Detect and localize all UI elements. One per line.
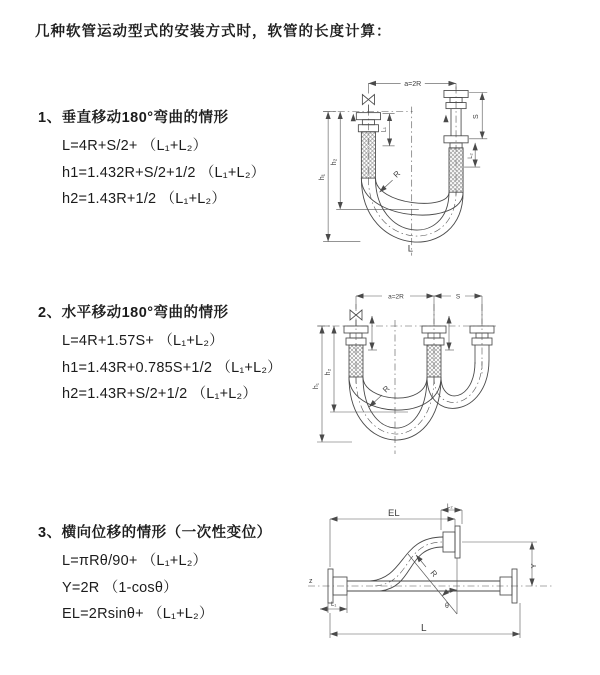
section-heading: 1、垂直移动180°弯曲的情形 bbox=[38, 110, 229, 126]
label-theta: θ bbox=[445, 603, 449, 610]
diagram-lateral-displacement bbox=[300, 498, 600, 650]
formula-line: EL=2Rsinθ+ （L₁+L₂） bbox=[62, 606, 214, 622]
dimension-l2 bbox=[464, 143, 480, 167]
label-s: S bbox=[455, 293, 461, 301]
section-vertical-180 bbox=[38, 106, 265, 213]
label-s: S bbox=[473, 114, 481, 120]
label-r: R bbox=[391, 169, 403, 180]
formula-line: h1=1.432R+S/2+1/2 （L₁+L₂） bbox=[62, 164, 266, 181]
dimension-s bbox=[434, 294, 482, 325]
label-r: R bbox=[381, 383, 392, 395]
dimension-h2 bbox=[325, 326, 408, 412]
formula-line: L=4R+1.57S+ （L₁+L₂） bbox=[62, 333, 224, 349]
u-bend-deep bbox=[349, 320, 441, 454]
formula-line: h1=1.43R+0.785S+1/2 （L₁+L₂） bbox=[62, 359, 282, 376]
left-pipe-assembly bbox=[351, 109, 381, 182]
motion-arrow bbox=[443, 115, 448, 123]
formula-list bbox=[38, 328, 282, 408]
diagram-vertical-180 bbox=[310, 68, 592, 260]
top-flange bbox=[443, 526, 460, 558]
dimension-l1 bbox=[382, 114, 395, 146]
radius-callout bbox=[416, 555, 439, 579]
dimension-l1 bbox=[320, 595, 347, 613]
dimension-a2r bbox=[356, 294, 434, 325]
label-h2: h₂ bbox=[331, 158, 339, 166]
formula-line: Y=2R （1-cosθ） bbox=[62, 579, 178, 596]
label-l1: L₁ bbox=[381, 127, 388, 133]
section-lateral-displacement bbox=[38, 521, 272, 628]
formula-list bbox=[38, 133, 265, 213]
diagram-horizontal-180 bbox=[310, 283, 595, 465]
right-pipe-assembly bbox=[443, 86, 468, 195]
angle-theta bbox=[408, 554, 457, 614]
section-heading: 2、水平移动180°弯曲的情形 bbox=[38, 305, 229, 321]
label-h2: h₂ bbox=[325, 368, 332, 376]
diagram-3-svg bbox=[300, 498, 600, 650]
label-l2: L₂ bbox=[447, 504, 453, 510]
motion-arrow bbox=[351, 114, 356, 122]
label-h1: h₁ bbox=[313, 382, 320, 390]
label-el: EL bbox=[388, 508, 400, 519]
label-l2: L₂ bbox=[468, 153, 475, 159]
label-z: z bbox=[309, 578, 313, 585]
formula-line: h2=1.43R+S/2+1/2 （L₁+L₂） bbox=[62, 386, 258, 402]
radius-callout bbox=[379, 169, 402, 192]
dimension-a2r bbox=[368, 81, 456, 94]
dimension-s bbox=[469, 92, 487, 138]
formula-line: L=πRθ/90+ （L₁+L₂） bbox=[62, 553, 208, 569]
formula-list bbox=[38, 548, 272, 628]
label-a2r: a=2R bbox=[404, 80, 422, 88]
label-y: Y bbox=[529, 563, 538, 569]
label-h1: h₁ bbox=[319, 173, 327, 181]
dimension-h1 bbox=[319, 112, 360, 242]
label-l1: L₁ bbox=[331, 602, 337, 608]
section-heading: 3、横向位移的情形（一次性变位） bbox=[38, 525, 272, 541]
curved-hose bbox=[370, 537, 443, 591]
label-l: L bbox=[407, 243, 414, 255]
label-l: L bbox=[421, 623, 427, 634]
diagram-2-svg bbox=[310, 283, 595, 465]
dimension-l bbox=[330, 603, 520, 638]
formula-line: L=4R+S/2+ （L₁+L₂） bbox=[62, 138, 208, 154]
formula-line: h2=1.43R+1/2 （L₁+L₂） bbox=[62, 191, 227, 207]
label-a2r: a=2R bbox=[388, 293, 404, 301]
diagram-1-svg bbox=[310, 68, 592, 260]
u-bend-hose bbox=[361, 107, 463, 256]
label-r: R bbox=[428, 568, 440, 579]
left-pipe-assembly bbox=[344, 304, 368, 384]
page-title: 几种软管运动型式的安装方式时，软管的长度计算： bbox=[35, 24, 392, 40]
section-horizontal-180 bbox=[38, 301, 282, 408]
